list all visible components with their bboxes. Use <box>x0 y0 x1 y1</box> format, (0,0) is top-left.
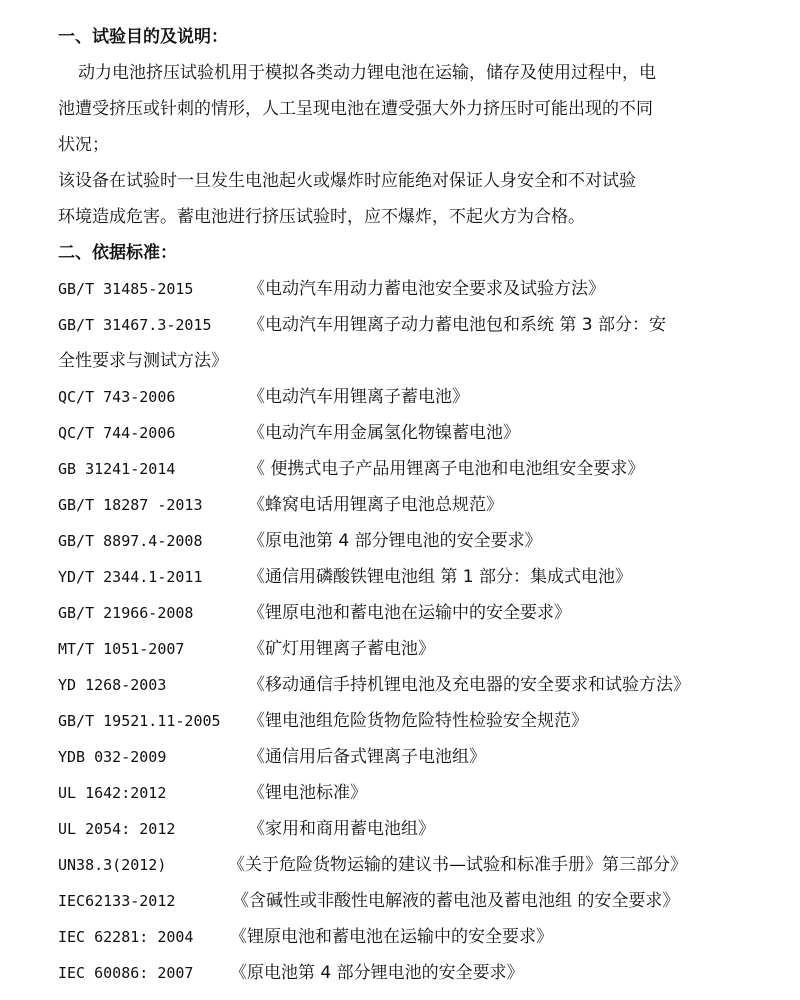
standard-title: 《原电池第 4 部分锂电池的安全要求》 <box>248 531 542 551</box>
standard-code: GB/T 19521.11-2005 <box>58 712 221 730</box>
standard-code: QC/T 743-2006 <box>58 388 176 406</box>
standard-code: MT/T 1051-2007 <box>58 640 185 658</box>
standard-code: YD 1268-2003 <box>58 676 167 694</box>
standard-title: 《通信用磷酸铁锂电池组 第 1 部分：集成式电池》 <box>248 567 633 587</box>
standard-title: 《电动汽车用锂离子动力蓄电池包和系统 第 3 部分：安 <box>248 315 667 335</box>
section1-heading: 一、试验目的及说明： <box>58 27 228 47</box>
standard-code: GB/T 18287 -2013 <box>58 496 203 514</box>
section1-paragraph-line: 动力电池挤压试验机用于模拟各类动力锂电池在运输，储存及使用过程中，电 <box>78 63 656 83</box>
standard-title: 《含碱性或非酸性电解液的蓄电池及蓄电池组 的安全要求》 <box>232 891 680 911</box>
standard-title: 《关于危险货物运输的建议书—试验和标准手册》第三部分》 <box>228 855 687 875</box>
standard-code: UN38.3(2012) <box>58 856 167 874</box>
section1-paragraph-line: 池遭受挤压或针刺的情形，人工呈现电池在遭受强大外力挤压时可能出现的不同 <box>58 99 653 119</box>
standard-code: GB/T 31485-2015 <box>58 280 194 298</box>
section1-paragraph-line: 状况； <box>58 135 109 155</box>
standard-title: 《通信用后备式锂离子电池组》 <box>248 747 486 767</box>
standard-code: GB/T 8897.4-2008 <box>58 532 203 550</box>
standard-title: 《锂电池组危险货物危险特性检验安全规范》 <box>248 711 588 731</box>
standard-title: 《锂电池标准》 <box>248 783 367 803</box>
standard-title: 《锂原电池和蓄电池在运输中的安全要求》 <box>230 927 553 947</box>
standard-code: YD/T 2344.1-2011 <box>58 568 203 586</box>
standard-code: GB/T 31467.3-2015 <box>58 316 212 334</box>
standard-code: IEC 60086: 2007 <box>58 964 194 982</box>
standard-title: 《原电池第 4 部分锂电池的安全要求》 <box>230 963 524 983</box>
standard-title: 《蜂窝电话用锂离子电池总规范》 <box>248 495 503 515</box>
standard-code: GB/T 21966-2008 <box>58 604 194 622</box>
standard-title: 《电动汽车用锂离子蓄电池》 <box>248 387 469 407</box>
standard-code: QC/T 744-2006 <box>58 424 176 442</box>
standard-title: 《矿灯用锂离子蓄电池》 <box>248 639 435 659</box>
standard-title: 《电动汽车用动力蓄电池安全要求及试验方法》 <box>248 279 605 299</box>
standard-title: 《电动汽车用金属氢化物镍蓄电池》 <box>248 423 520 443</box>
standard-code: IEC 62281: 2004 <box>58 928 194 946</box>
standard-title: 《移动通信手持机锂电池及充电器的安全要求和试验方法》 <box>248 675 690 695</box>
section1-paragraph-line: 该设备在试验时一旦发生电池起火或爆炸时应能绝对保证人身安全和不对试验 <box>58 171 636 191</box>
standard-code: IEC62133-2012 <box>58 892 176 910</box>
standard-code: UL 2054: 2012 <box>58 820 176 838</box>
section1-paragraph-line: 环境造成危害。蓄电池进行挤压试验时，应不爆炸，不起火方为合格。 <box>58 207 585 227</box>
standard-title: 《家用和商用蓄电池组》 <box>248 819 435 839</box>
standard-code: YDB 032-2009 <box>58 748 167 766</box>
standard-code: GB 31241-2014 <box>58 460 176 478</box>
standard-title-continued: 全性要求与测试方法》 <box>58 351 228 371</box>
standard-title: 《锂原电池和蓄电池在运输中的安全要求》 <box>248 603 571 623</box>
section2-heading: 二、依据标准： <box>58 243 177 263</box>
standard-code: UL 1642:2012 <box>58 784 167 802</box>
standard-title: 《 便携式电子产品用锂离子电池和电池组安全要求》 <box>248 459 645 479</box>
